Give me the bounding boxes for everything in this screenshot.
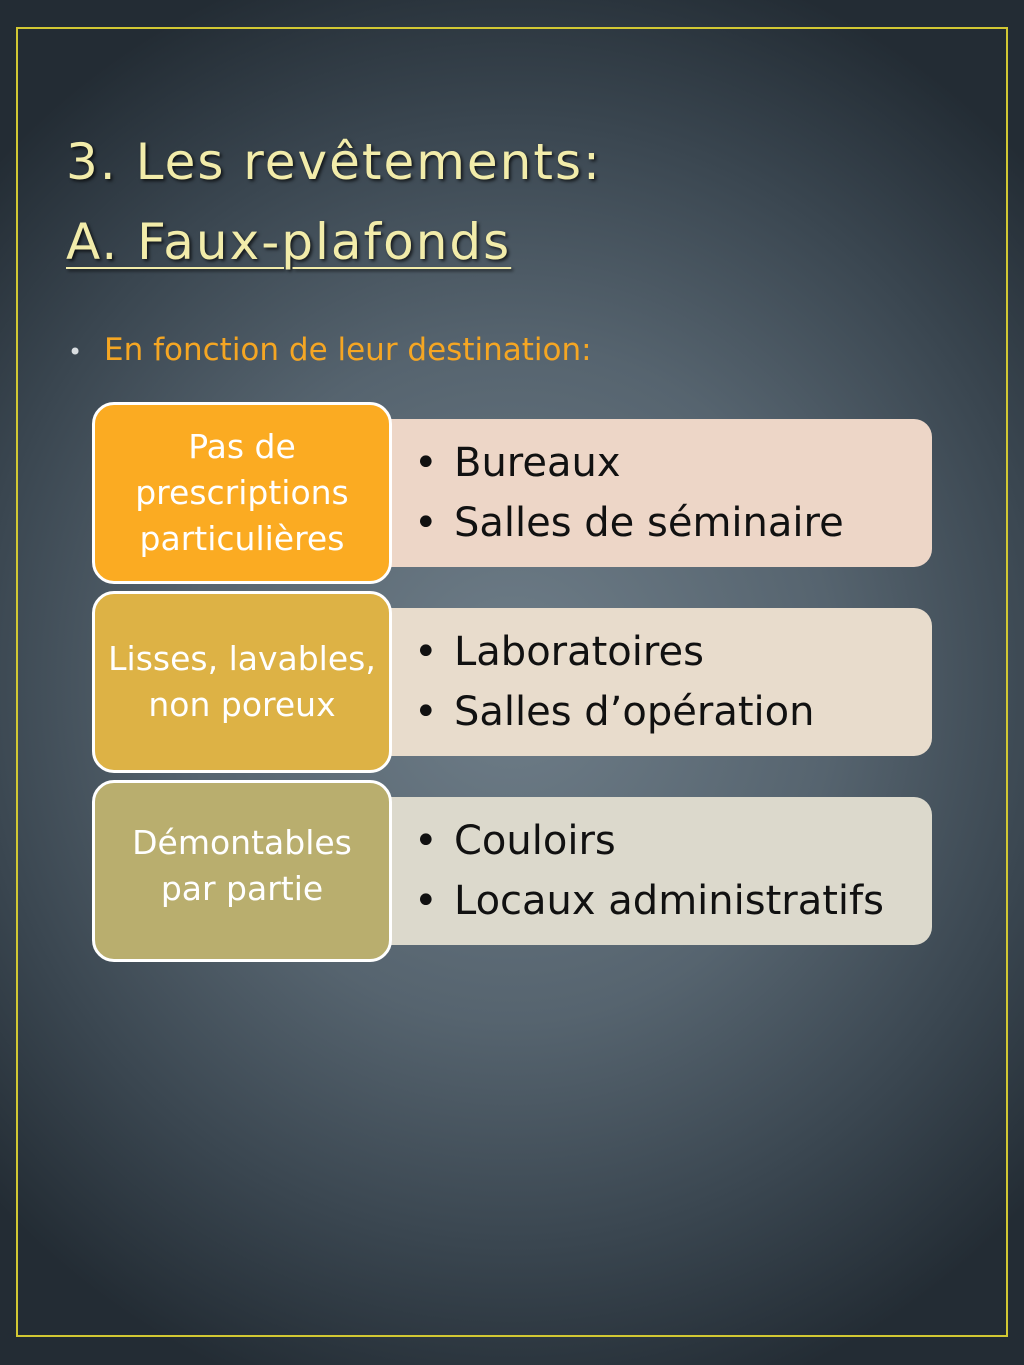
category-label-box: [92, 402, 392, 584]
category-item-list: [414, 811, 884, 931]
category-label: Pas de prescriptions particulières: [135, 427, 349, 558]
list-item-text: Salles de séminaire: [454, 500, 844, 546]
list-item: [414, 811, 884, 871]
intro-text: En fonction de leur destination:: [104, 332, 592, 368]
title-line-1: 3. Les revêtements:: [66, 133, 602, 191]
list-item-text: Bureaux: [454, 440, 621, 486]
category-label-box: [92, 591, 392, 773]
bullet-icon: •: [414, 818, 438, 864]
title-line-2: A. Faux-plafonds: [66, 213, 512, 271]
category-item-list: [414, 622, 814, 742]
category-row: [92, 591, 932, 773]
bullet-icon: •: [414, 689, 438, 735]
category-row: [92, 780, 932, 962]
bullet-icon: •: [414, 500, 438, 546]
slide-title: [66, 122, 602, 282]
list-item-text: Locaux administratifs: [454, 878, 884, 924]
list-item: [414, 871, 884, 931]
intro-bullet-line: [68, 332, 592, 368]
list-item: [414, 433, 844, 493]
category-label: Démontables par partie: [132, 823, 352, 908]
list-item-text: Couloirs: [454, 818, 616, 864]
list-item: [414, 622, 814, 682]
category-label-box: [92, 780, 392, 962]
list-item-text: Salles d’opération: [454, 689, 815, 735]
category-detail-box: [332, 419, 932, 567]
category-detail-box: [332, 797, 932, 945]
category-label: Lisses, lavables, non poreux: [108, 639, 376, 724]
category-row: [92, 402, 932, 584]
category-item-list: [414, 433, 844, 553]
bullet-icon: •: [414, 629, 438, 675]
bullet-icon: •: [68, 338, 83, 366]
list-item: [414, 493, 844, 553]
category-detail-box: [332, 608, 932, 756]
bullet-icon: •: [414, 878, 438, 924]
bullet-icon: •: [414, 440, 438, 486]
list-item: [414, 682, 814, 742]
list-item-text: Laboratoires: [454, 629, 704, 675]
